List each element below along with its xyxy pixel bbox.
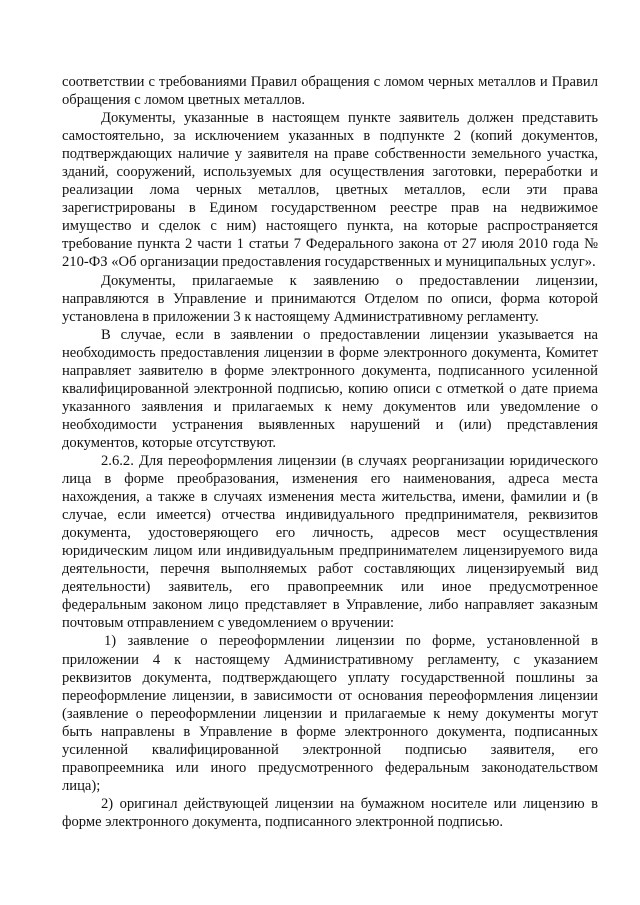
list-item-1: 1) заявление о переоформлении лицензии по форме, установленной в приложении 4 к настоящему Административному регламенту, с указанием реквизитов документа, подтверждающего уплату государственной пошлины за переоформление лицензии, в зависимости от основания переоформления лицензии (заявление о переоформлении лицензии и прилагаемые к нему документы могут быть направлены в Управление в форме электронного документа, подписанных усиленной квалифицированной электронной подписью заявителя, его правопреемника или иного предусмотренного федеральным законодательством лица); — [62, 633, 598, 794]
paragraph-continuation: соответствии с требованиями Правил обращения с ломом черных металлов и Правил обращения с ломом цветных металлов. — [62, 74, 598, 109]
document-page — [62, 73, 598, 831]
paragraph-documents-self-submission: Документы, указанные в настоящем пункте заявитель должен представить самостоятельно, за исключением указанных в подпункте 2 (копий документов, подтверждающих наличие у заявителя на праве собственности земельного участка, зданий, сооружений, используемых для осуществления заготовки, переработки и реализации лома черных металлов, цветных металлов, если эти права зарегистрированы в Едином государственном реестре прав на недвижимое имущество и сделок с ним) настоящего пункта, на которые распространяется требование пункта 2 части 1 статьи 7 Федерального закона от 27 июля 2010 года № 210-ФЗ «Об организации предоставления государственных и муниципальных услуг». — [62, 110, 598, 271]
paragraph-electronic-form: В случае, если в заявлении о предоставлении лицензии указывается на необходимость предоставления лицензии в форме электронного документа, Комитет направляет заявителю в форме электронного документа, подписанного усиленной квалифицированной электронной подписью, копию описи с отметкой о дате приема указанного заявления и прилагаемых к нему документов или уведомление о необходимости устранения выявленных нарушений и (или) представления документов, которые отсутствуют. — [62, 326, 598, 451]
paragraph-section-2-6-2: 2.6.2. Для переоформления лицензии (в случаях реорганизации юридического лица в форме преобразования, изменения его наименования, адреса места нахождения, а также в случаях изменения места жительства, имени, фамилии и (в случае, если имеется) отчества индивидуального предпринимателя, реквизитов документа, удостоверяющего его личность, адресов мест осуществления юридическим лицом или индивидуальным предпринимателем лицензируемого вида деятельности, перечня выполняемых работ составляющих лицензируемый вид деятельности) заявитель, его правопреемник или иное предусмотренное федеральным законом лицо представляет в Управление, либо направляет заказным почтовым отправлением с уведомлением о вручении: — [62, 452, 598, 632]
paragraph-documents-inventory: Документы, прилагаемые к заявлению о предоставлении лицензии, направляются в Управление и принимаются Отделом по описи, форма которой установлена в приложении 3 к настоящему Административному регламенту. — [62, 272, 598, 325]
list-item-2: 2) оригинал действующей лицензии на бумажном носителе или лицензию в форме электронного документа, подписанного электронной подписью. — [62, 795, 598, 830]
